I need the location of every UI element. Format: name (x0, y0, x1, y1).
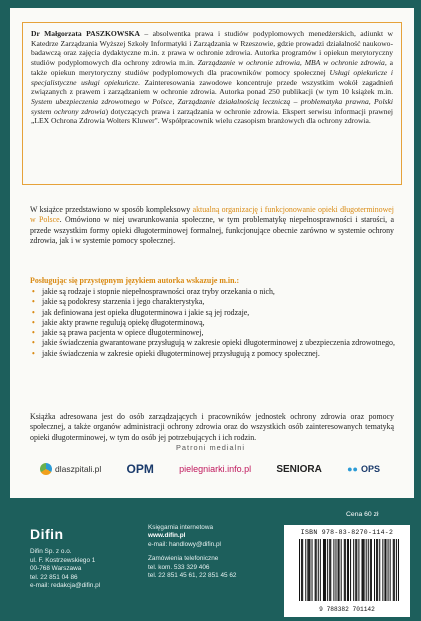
author-bio-text: – absolwentka prawa i studiów podyplomowych menedżerskich, adiunkt w Katedrze Zarządzania Wyższej Szkoły Informatyki i Zarządzania w Rzeszowie, gdzie prowadzi działalność naukowo-badawczą oraz zajęcia dydaktyczne m.in. z prawa w ochronie zdrowia. Autorka programów i opiekun merytoryczny studiów podyplomowych dla ochrony zdrowia m.in. (31, 29, 393, 68)
list-item-text: jakie są prawa pacjenta w opiece długoterminowej, (42, 328, 204, 338)
list-item (30, 338, 398, 348)
description-highlight: aktualną organizację i funkcjonowanie opieki długoterminowej w Polsce (30, 205, 394, 225)
list-item (30, 318, 398, 328)
logo-text: dlaszpitali.pl (55, 464, 102, 474)
author-bio-text: ) dotyczących prawa i zarządzania w ochronie zdrowia. Ekspert serwisu informacji prawnej „LEX Ochrona Zdrowia Wolters Kluwer". Współpracownik wielu czasopism branżowych dla ochrony zdrowia. (31, 106, 394, 126)
list-item-text: jak definiowana jest opieka długoterminowa i jakie są jej rodzaje, (42, 307, 250, 317)
publisher-address (30, 548, 100, 591)
list-item (30, 349, 398, 359)
author-bio-box (22, 22, 402, 185)
list-item-text: jakie są podokresy starzenia i jego charakterystyka, (42, 297, 205, 307)
bullet-marker: • (32, 328, 35, 338)
list-item-text: jakie akty prawne regulują opiekę długoterminową, (42, 317, 205, 327)
list-item-text: jakie świadczenia gwarantowane przysługują w zakresie opieki długoterminowej z ubezpieczenia zdrowotnego, (42, 338, 395, 348)
media-patrons-heading: Patroni medialni (176, 443, 245, 452)
list-item (30, 328, 398, 338)
bullet-marker: • (32, 317, 35, 327)
author-bio-italic: System ubezpieczenia zdrowotnego w Polsce, Zarządzanie działalnością leczniczą – problematyka prawna, Polski system ochrony zdrowia (31, 96, 393, 116)
book-description (30, 205, 394, 246)
address-line: tel. 22 851 04 86 (30, 573, 78, 581)
author-bio-italic: Zarządzanie w ochronie zdrowia, MBA w ochronie zdrowia (197, 58, 385, 68)
shop-email: e-mail: handlowy@difin.pl (148, 540, 221, 548)
address-line: e-mail: redakcja@difin.pl (30, 582, 101, 589)
shop-label: Księgarnia internetowa (148, 524, 214, 531)
publisher-logo: Difin (30, 526, 64, 542)
bullet-marker: • (32, 338, 35, 348)
audience-paragraph: Książka adresowana jest do osób zarządzających i pracowników jednostek ochrony zdrowia oraz pomocy społecznej, a także organów administracji ochrony zdrowia oraz do wszystkich osób zainteresowanych tematyką opieki długoterminowej, w tym do osób jej potrzebujących i ich rodzin. (30, 412, 394, 442)
address-line: ul. F. Kostrzewskiego 1 (30, 556, 96, 564)
list-item (30, 297, 398, 307)
list-item-text: jakie są rodzaje i stopnie niepełnosprawności oraz tryby orzekania o nich, (42, 287, 275, 296)
ops-logo (347, 464, 380, 474)
author-bio-text: . Zainteresowania zawodowe koncentruje przede wszystkim wokół zagadnień związanych z prawem i zarządzaniem w ochronie zdrowia. Autorka ponad 250 publikacji (w tym 10 książek m.in. (31, 77, 393, 97)
author-bio-text: , a także opiekun merytoryczny studiów podyplomowych dla pracowników pomocy społecznej (31, 58, 393, 77)
bullets-heading: Posługując się przystępnym językiem autorka wskazuje m.in.: (30, 276, 240, 285)
address-line: 00-768 Warszawa (30, 565, 82, 572)
pielegniarki-logo: pielegniarki.info.pl (179, 464, 252, 474)
shop-contact (148, 524, 236, 580)
topics-list (30, 287, 398, 359)
seniora-logo: SENIORA (276, 463, 322, 475)
list-item-text: jakie świadczenia w zakresie opieki długoterminowej przysługują z pomocy społecznej. (42, 348, 320, 358)
dlaszpitali-logo (40, 463, 101, 475)
barcode-bars (299, 539, 399, 601)
ops-people-icon: ●● (347, 464, 358, 474)
logo-text: OPS (360, 464, 380, 474)
opm-logo: OPM (126, 462, 154, 476)
author-bio-italic: Usługi opiekuńcze i specjalistyczne usługi opiekuńcze (31, 67, 393, 87)
isbn-barcode (284, 525, 410, 617)
bullet-marker: • (32, 287, 35, 296)
list-item (30, 308, 398, 318)
orders-label: Zamówienia telefoniczne (148, 555, 219, 563)
isbn-text: ISBN 978-83-8270-114-2 (300, 529, 394, 536)
barcode-digits: 9 788382 701142 (319, 606, 375, 613)
bullet-marker: • (32, 307, 35, 317)
orders-phone: tel. 22 851 45 61, 22 851 45 62 (148, 572, 237, 580)
description-text: W książce przedstawiono w sposób kompleksowy (30, 205, 193, 214)
orders-phone: tel. kom. 533 329 406 (148, 563, 210, 571)
shop-url: www.difin.pl (148, 532, 186, 540)
bullet-marker: • (32, 297, 35, 307)
list-item (30, 287, 398, 297)
price-label: Cena 60 zł (346, 511, 379, 518)
dlaszpitali-mark-icon (40, 463, 52, 475)
media-patrons-logos (40, 458, 380, 480)
author-name: Dr Małgorzata PASZKOWSKA (31, 29, 140, 38)
description-text: . Omówiono w niej uwarunkowania społeczne, w tym problematykę niepełnosprawności i starości, a przede wszystkim formy opieki długoterminowej formalnej, funkcjonujące obecnie zarówno w systemie ochrony zdrowia, jak i w systemie pomocy społecznej. (30, 215, 394, 245)
bullet-marker: • (32, 348, 35, 358)
address-line: Difin Sp. z o.o. (30, 548, 72, 555)
